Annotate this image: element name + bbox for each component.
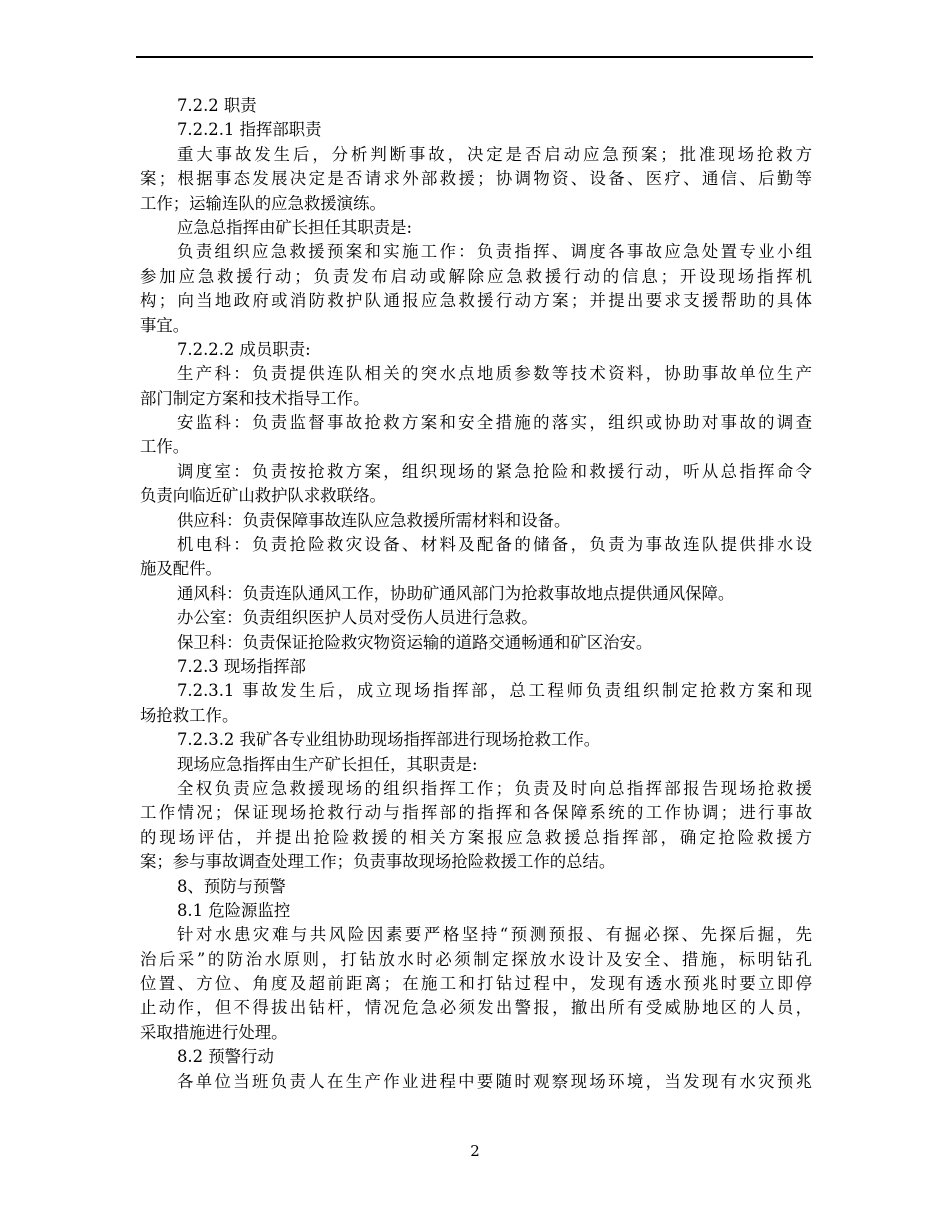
text-line: 机电科：负责抢险救灾设备、材料及配备的储备，负责为事故连队提供排水设 [177,535,812,555]
body-text [140,94,812,1094]
text-line: 事宜。 [140,315,190,335]
text-line: 案；根据事态发展决定是否请求外部救援；协调物资、设备、医疗、通信、后勤等 [140,169,812,189]
text-line: 全权负责应急救援现场的组织指挥工作；负责及时向总指挥部报告现场抢救援 [177,778,812,798]
header-rule [136,56,813,58]
text-line: 止动作，但不得拔出钻杆，情况危急必须发出警报，撤出所有受威胁地区的人员， [140,998,812,1018]
text-line: 8.2 预警行动 [177,1047,274,1067]
text-line: 7.2.2.1 指挥部职责 [177,120,322,140]
text-line: 调度室：负责按抢救方案，组织现场的紧急抢险和救援行动，听从总指挥命令 [177,461,812,481]
text-line: 安监科：负责监督事故抢救方案和安全措施的落实，组织或协助对事故的调查 [177,413,812,433]
text-line: 重大事故发生后，分析判断事故，决定是否启动应急预案；批准现场抢救方 [177,144,812,164]
text-line: 保卫科：负责保证抢险救灾物资运输的道路交通畅通和矿区治安。 [177,632,653,652]
text-line: 8.1 危险源监控 [177,900,291,920]
text-line: 8、预防与预警 [177,876,286,896]
text-line: 办公室：负责组织医护人员对受伤人员进行急救。 [177,608,538,628]
page-number: 2 [470,1142,480,1160]
text-line: 针对水患灾难与共风险因素要严格坚持“预测预报、有掘必探、先探后掘，先 [177,925,812,945]
text-line: 工作情况；保证现场抢救行动与指挥部的指挥和各保障系统的工作协调；进行事故 [140,803,812,823]
text-line: 工作；运输连队的应急救援演练。 [140,193,386,213]
text-line: 负责向临近矿山救护队求救联络。 [140,486,386,506]
text-line: 部门制定方案和技术指导工作。 [140,388,370,408]
text-line: 场抢救工作。 [140,705,239,725]
text-line: 生产科：负责提供连队相关的突水点地质参数等技术资料，协助事故单位生产 [177,364,812,384]
text-line: 工作。 [140,437,190,457]
text-line: 构；向当地政府或消防救护队通报应急救援行动方案；并提出要求支援帮助的具体 [140,291,812,311]
text-line: 各单位当班负责人在生产作业进程中要随时观察现场环境，当发现有水灾预兆 [177,1071,812,1091]
text-line: 7.2.2.2 成员职责: [177,339,311,359]
text-line: 通风科：负责连队通风工作，协助矿通风部门为抢救事故地点提供通风保障。 [177,583,735,603]
text-line: 现场应急指挥由生产矿长担任，其职责是: [177,754,478,774]
text-line: 7.2.3.2 我矿各专业组协助现场指挥部进行现场抢救工作。 [177,730,601,750]
text-line: 施及配件。 [140,559,222,579]
text-line: 7.2.2 职责 [177,96,257,115]
text-line: 的现场评估，并提出抢险救援的相关方案报应急救援总指挥部，确定抢险救援方 [140,827,812,847]
text-line: 治后采”的防治水原则，打钻放水时必须制定探放水设计及安全、措施，标明钻孔 [140,949,812,969]
text-line: 负责组织应急救援预案和实施工作：负责指挥、调度各事故应急处置专业小组 [177,242,812,262]
text-line: 案；参与事故调查处理工作；负责事故现场抢险救援工作的总结。 [140,852,616,872]
text-line: 位置、方位、角度及超前距离；在施工和打钻过程中，发现有透水预兆时要立即停 [140,974,812,994]
text-line: 采取措施进行处理。 [140,1022,288,1042]
text-line: 应急总指挥由矿长担任其职责是: [177,217,412,237]
text-line: 供应科：负责保障事故连队应急救援所需材料和设备。 [177,510,571,530]
text-line: 参加应急救援行动；负责发布启动或解除应急救援行动的信息；开设现场指挥机 [140,266,812,286]
text-line: 7.2.3.1 事故发生后，成立现场指挥部，总工程师负责组织制定抢救方案和现 [177,681,812,701]
text-line: 7.2.3 现场指挥部 [177,656,306,676]
